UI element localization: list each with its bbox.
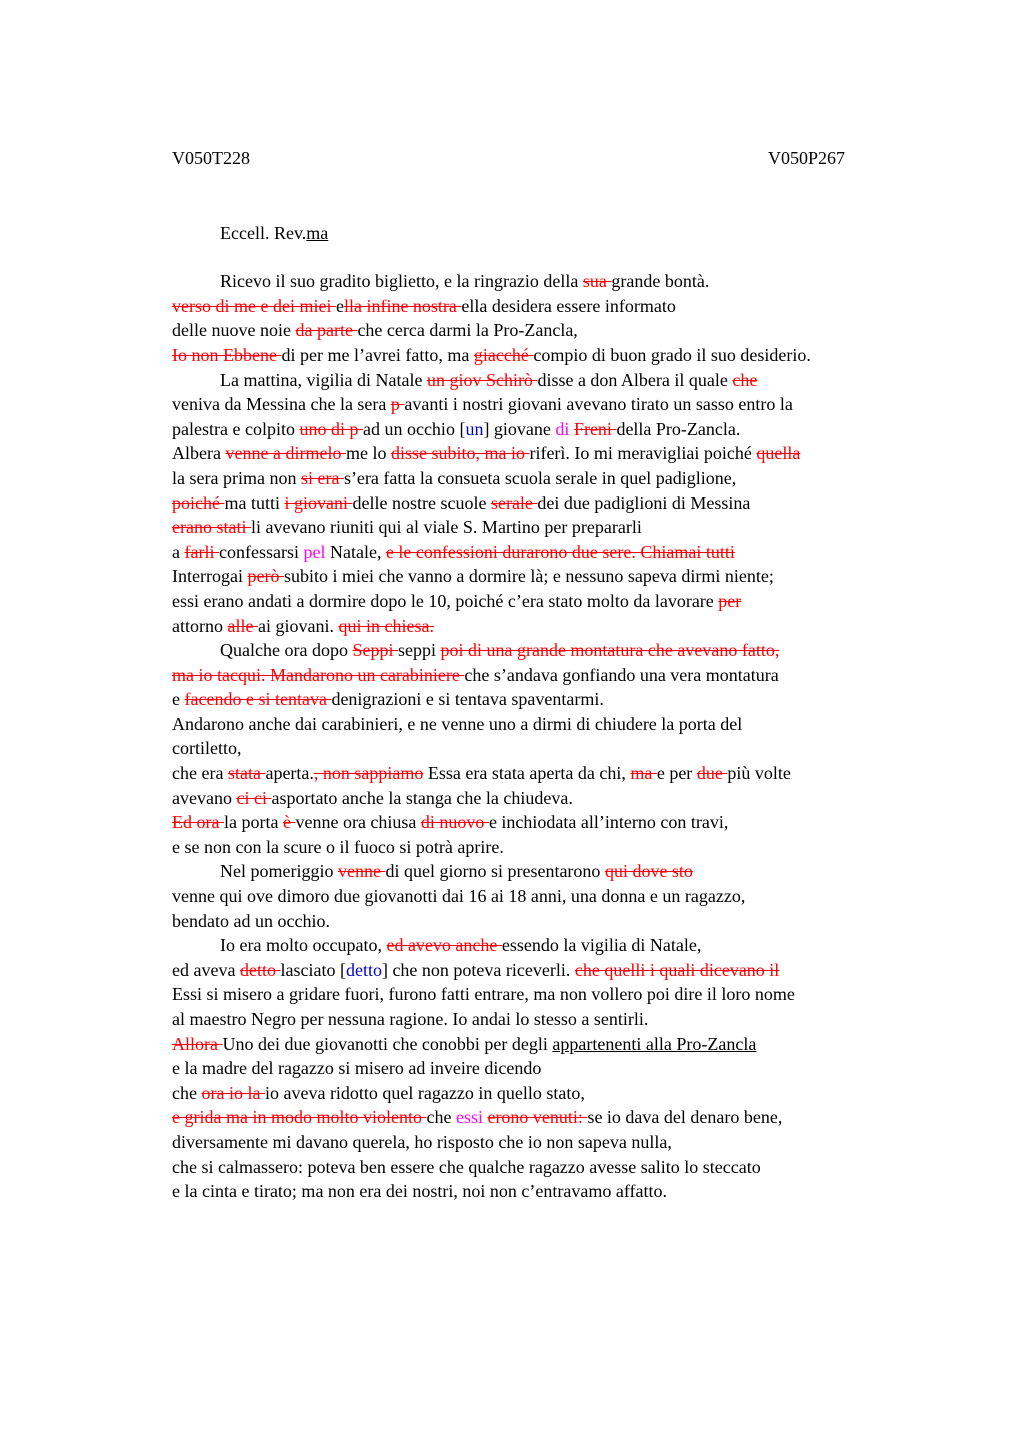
text-run: Nel pomeriggio	[220, 861, 338, 882]
deleted-text: ci ci	[236, 787, 272, 808]
text-run: più volte	[727, 763, 791, 784]
deleted-text: farli	[184, 541, 219, 562]
text-run: e se non con la scure o il fuoco si potrà aprire.	[172, 836, 504, 857]
deleted-text: Ed ora	[172, 812, 224, 833]
text-run: Essi si misero a gridare fuori, furono fatti entrare, ma non vollero poi dire il loro nome	[172, 984, 795, 1005]
text-line	[172, 786, 912, 811]
text-line	[172, 687, 912, 712]
text-line	[172, 417, 912, 442]
deleted-text: sua	[582, 271, 612, 292]
deleted-text: qui dove sto	[604, 861, 693, 882]
text-line	[172, 368, 912, 393]
text-run: Uno dei due giovanotti che conobbi per degli	[222, 1033, 553, 1054]
text-run: che cerca darmi la Pro-Zancla,	[357, 320, 578, 341]
text-line	[172, 638, 912, 663]
letter-page	[172, 146, 912, 1204]
text-run: Andarono anche dai carabinieri, e ne venne uno a dirmi di chiudere la porta del	[172, 713, 743, 734]
left-code: V050T228	[172, 148, 250, 168]
text-line	[172, 712, 912, 737]
text-run: s’era fatta la consueta scuola serale in quel padiglione,	[343, 467, 737, 488]
deleted-text: poi di una grande montatura che avevano fatto,	[440, 640, 780, 661]
text-run: Essa era stata aperta da chi,	[423, 763, 631, 784]
text-run: ed aveva	[172, 959, 240, 980]
deleted-text: qui in chiesa.	[338, 615, 434, 636]
text-line	[172, 663, 912, 688]
deleted-text: alle	[227, 615, 258, 636]
right-code: V050P267	[767, 148, 845, 168]
text-line	[172, 982, 912, 1007]
deleted-text: si era	[300, 467, 344, 488]
deleted-text: giacché	[473, 344, 534, 365]
text-run: dei due padiglioni di Messina	[537, 492, 751, 513]
text-line	[172, 1032, 912, 1057]
text-line	[172, 761, 912, 786]
deleted-text: ma io tacqui. Mandarono un carabiniere	[172, 664, 465, 685]
text-line	[172, 1007, 912, 1032]
deleted-text: i giovani	[284, 492, 353, 513]
text-run: Natale,	[325, 541, 386, 562]
deleted-text: Io non Ebbene	[172, 344, 282, 365]
text-line	[172, 564, 912, 589]
text-run: ella desidera essere informato	[461, 295, 676, 316]
deleted-text: facendo e si tentava	[184, 689, 332, 710]
text-run: e la madre del ragazzo si misero ad inveire dicendo	[172, 1058, 542, 1079]
text-run: che era	[172, 763, 228, 784]
deleted-text: venne a dirmelo	[225, 443, 346, 464]
text-line	[172, 1105, 912, 1130]
deleted-text: un giov Schirò	[426, 369, 538, 390]
text-run: che	[426, 1107, 456, 1128]
text-run: e inchiodata all’interno con travi,	[488, 812, 729, 833]
text-run: di quel giorno si presentarono	[385, 861, 605, 882]
text-line	[172, 958, 912, 983]
text-run: e la cinta e tirato; ma non era dei nostri, noi non c’entravamo affatto.	[172, 1181, 667, 1202]
deleted-text: uno di p	[299, 418, 363, 439]
deleted-text: da parte	[295, 320, 358, 341]
text-line	[172, 343, 912, 368]
deleted-text: ed avevo anche	[386, 935, 502, 956]
text-run: io aveva ridotto quel ragazzo in quello stato,	[264, 1082, 585, 1103]
text-run: Interrogai	[172, 566, 248, 587]
salutation-abbrev: ma	[306, 222, 329, 243]
text-run: La mattina, vigilia di Natale	[220, 369, 427, 390]
text-line	[172, 1056, 912, 1081]
text-run: e per	[656, 763, 697, 784]
deleted-text: però	[247, 566, 284, 587]
deleted-text: ora io la	[201, 1082, 265, 1103]
text-line	[172, 441, 912, 466]
text-run: subito i miei che vanno a dormire là; e nessuno sapeva dirmi niente;	[283, 566, 774, 587]
text-line	[172, 491, 912, 516]
text-run: di per me l’avrei fatto, ma	[281, 344, 474, 365]
text-run: Albera	[172, 443, 226, 464]
deleted-text: lla infine nostra	[343, 295, 462, 316]
text-run: li avevano riuniti qui al viale S. Martino per prepararli	[250, 517, 642, 538]
text-run: disse a don Albera il quale	[537, 369, 733, 390]
text-run: asportato anche la stanga che la chiudeva.	[271, 787, 573, 808]
text-line	[172, 835, 912, 860]
deleted-text: ma	[630, 763, 657, 784]
letter-body	[172, 269, 912, 1204]
text-run: veniva da Messina che la sera	[172, 394, 391, 415]
text-run: essi erano andati a dormire dopo le 10, poiché c’era stato molto da lavorare	[172, 590, 719, 611]
text-run: venne qui ove dimoro due giovanotti dai 16 ai 18 anni, una donna e un ragazzo,	[172, 886, 746, 907]
text-run: confessarsi	[218, 541, 304, 562]
deleted-text: , non sappiamo	[313, 763, 424, 784]
underlined-text: appartenenti alla Pro-Zancla	[552, 1033, 757, 1054]
text-run: e	[335, 295, 344, 316]
deleted-text: Freni	[573, 418, 617, 439]
text-line	[172, 1179, 912, 1204]
text-run: grande bontà.	[611, 271, 710, 292]
text-run: se io dava del denaro bene,	[587, 1107, 783, 1128]
text-run: avanti i nostri giovani avevano tirato un sasso entro la	[404, 394, 793, 415]
deleted-text: e le confessioni durarono due sere. Chiamai tutti	[385, 541, 735, 562]
text-run: a	[172, 541, 185, 562]
deleted-text: è	[282, 812, 296, 833]
deleted-text: p	[390, 394, 405, 415]
text-run: avevano	[172, 787, 237, 808]
deleted-text: Allora	[172, 1033, 223, 1054]
text-line	[172, 318, 912, 343]
text-run: la sera prima non	[172, 467, 301, 488]
text-run: ad un occhio [	[362, 418, 466, 439]
text-run: che s’andava gonfiando una vera montatura	[464, 664, 779, 685]
text-line	[172, 614, 912, 639]
text-run: delle nuove noie	[172, 320, 296, 341]
text-run: Qualche ora dopo	[220, 640, 353, 661]
editorial-text: detto	[345, 959, 382, 980]
text-run: palestra e colpito	[172, 418, 300, 439]
deleted-text: Seppi	[352, 640, 398, 661]
text-run: ma tutti	[224, 492, 285, 513]
deleted-text: verso di me e dei miei	[172, 295, 336, 316]
text-run: ] giovane	[483, 418, 556, 439]
text-line	[172, 540, 912, 565]
text-run: bendato ad un occhio.	[172, 910, 330, 931]
text-run: compio di buon grado il suo desiderio.	[533, 344, 811, 365]
text-line	[172, 515, 912, 540]
text-run: diversamente mi davano querela, ho risposto che io non sapeva nulla,	[172, 1131, 672, 1152]
text-line	[172, 269, 912, 294]
inserted-text: di	[555, 418, 570, 439]
salutation	[172, 221, 912, 246]
text-line	[172, 736, 912, 761]
inserted-text: pel	[303, 541, 326, 562]
deleted-text: per	[718, 590, 742, 611]
deleted-text: erano stati	[172, 517, 251, 538]
text-run: aperta.	[265, 763, 314, 784]
text-run: che si calmassero: poteva ben essere che qualche ragazzo avesse salito lo steccato	[172, 1156, 761, 1177]
text-run: al maestro Negro per nessuna ragione. Io andai lo stesso a sentirli.	[172, 1009, 649, 1029]
text-run: venne ora chiusa	[295, 812, 421, 833]
editorial-text: un	[465, 418, 484, 439]
document-header	[172, 146, 845, 171]
text-run: delle nostre scuole	[352, 492, 491, 513]
text-run: Io era molto occupato,	[220, 935, 387, 956]
deleted-text: detto	[239, 959, 281, 980]
text-run: seppi	[397, 640, 441, 661]
deleted-text: e grida ma in modo molto violento	[172, 1107, 427, 1128]
text-run: attorno	[172, 615, 228, 636]
text-run: la porta	[223, 812, 283, 833]
deleted-text: poiché	[172, 492, 225, 513]
deleted-text: quella	[756, 443, 801, 464]
deleted-text: due	[696, 763, 728, 784]
text-run: lasciato [	[280, 959, 346, 980]
text-line	[172, 909, 912, 934]
inserted-text: essi	[455, 1107, 483, 1128]
deleted-text: serale	[490, 492, 538, 513]
text-run: me lo	[345, 443, 391, 464]
text-run: ] che non poteva riceverli.	[381, 959, 575, 980]
text-run: cortiletto,	[172, 738, 242, 759]
text-run: denigrazioni e si tentava spaventarmi.	[331, 689, 604, 710]
deleted-text: erono venuti:	[487, 1107, 588, 1128]
salutation-text: Eccell. Rev.	[220, 222, 307, 243]
text-line	[172, 933, 912, 958]
deleted-text: di nuovo	[420, 812, 489, 833]
text-line	[172, 884, 912, 909]
deleted-text: che	[732, 369, 758, 390]
deleted-text: venne	[337, 861, 386, 882]
text-line	[172, 294, 912, 319]
text-run: della Pro-Zancla.	[616, 418, 741, 439]
text-line	[172, 1130, 912, 1155]
deleted-text: stata	[227, 763, 266, 784]
text-line	[172, 1081, 912, 1106]
text-line	[172, 392, 912, 417]
text-line	[172, 1155, 912, 1180]
deleted-text: che quelli i quali dicevano il	[574, 959, 780, 980]
text-run: Ricevo il suo gradito biglietto, e la ringrazio della	[220, 271, 583, 292]
text-run: ai giovani.	[257, 615, 339, 636]
text-line	[172, 589, 912, 614]
text-run: essendo la vigilia di Natale,	[501, 935, 702, 956]
text-line	[172, 859, 912, 884]
text-run: riferì. Io mi meravigliai poiché	[529, 443, 757, 464]
text-run: e	[172, 689, 185, 710]
deleted-text: disse subito, ma io	[390, 443, 530, 464]
text-line	[172, 810, 912, 835]
text-line	[172, 466, 912, 491]
text-run: che	[172, 1082, 202, 1103]
